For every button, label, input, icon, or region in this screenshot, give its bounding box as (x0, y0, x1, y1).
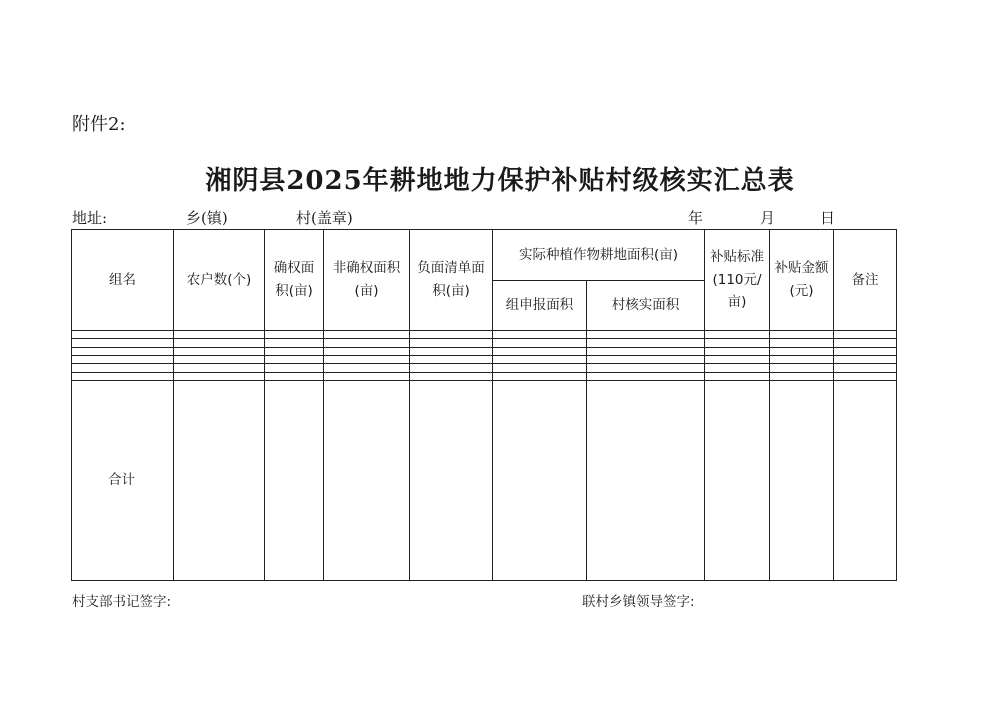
table-row (72, 356, 897, 364)
header-subsidy-amount: 补贴金额(元) (770, 230, 834, 331)
table-row (72, 372, 897, 380)
summary-table (71, 229, 897, 581)
township-label: 乡(镇) (186, 209, 228, 227)
header-actual-crop-area: 实际种植作物耕地面积(亩) (493, 230, 705, 281)
header-households: 农户数(个) (174, 230, 265, 331)
header-village-verified-area: 村核实面积 (587, 281, 705, 331)
header-group-reported-area: 组申报面积 (493, 281, 587, 331)
header-remarks: 备注 (834, 230, 897, 331)
table-row (72, 347, 897, 355)
township-leader-signature-label: 联村乡镇领导签字: (582, 594, 695, 610)
header-negative-list-area: 负面清单面积(亩) (410, 230, 493, 331)
month-label: 月 (760, 209, 776, 227)
annex-label: 附件2: (72, 114, 126, 135)
total-row (72, 381, 897, 581)
year-label: 年 (688, 209, 704, 227)
header-confirmed-area: 确权面积(亩) (265, 230, 324, 331)
village-label: 村(盖章) (296, 209, 353, 227)
table-row (72, 364, 897, 372)
header-group-name: 组名 (72, 230, 174, 331)
total-label: 合计 (72, 381, 174, 581)
document-title: 湘阴县2025年耕地地力保护补贴村级核实汇总表 (205, 166, 795, 196)
day-label: 日 (820, 209, 836, 227)
table-row (72, 339, 897, 347)
village-secretary-signature-label: 村支部书记签字: (72, 594, 172, 610)
header-non-confirmed-area: 非确权面积(亩) (324, 230, 410, 331)
table-row (72, 331, 897, 339)
address-label: 地址: (72, 209, 108, 227)
header-subsidy-standard: 补贴标准(110元/亩) (705, 230, 770, 331)
header-row-1 (72, 230, 897, 281)
